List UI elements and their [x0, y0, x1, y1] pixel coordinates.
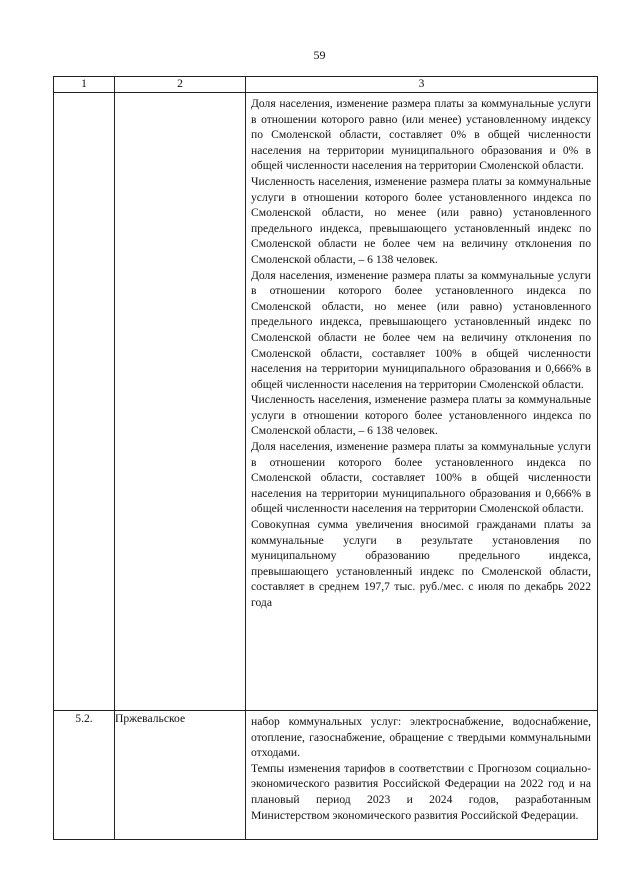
row-number-cell: 5.2.: [54, 711, 115, 840]
table-header-row: [54, 77, 598, 93]
municipality-name-cell: Пржевальское: [115, 711, 246, 840]
paragraph: Численность населения, изменение размера платы за коммунальные услуги в отношении которого более установленного индекса по Смоленской области, но менее (или равно) установленного предельного индекса, превышающего установленный индекс по Смоленской области не более чем на величину отклонения по Смоленской области, – 6 138 человек.: [251, 174, 591, 266]
table-row: [54, 711, 598, 840]
paragraph: набор коммунальных услуг: электроснабжение, водоснабжение, отопление, газоснабжение, обращение с твердыми коммунальными отходами.: [251, 715, 591, 760]
paragraph: Темпы изменения тарифов в соответствии с Прогнозом социально-экономического развития Российской Федерации на 2022 год и на плановый период 2023 и 2024 годов, разработанным Министерством экономического развития Российской Федерации.: [251, 761, 591, 822]
description-cell: [246, 711, 598, 840]
table-row: [54, 93, 598, 711]
column-header-1: 1: [54, 77, 115, 93]
paragraph: Численность населения, изменение размера платы за коммунальные услуги в отношении которого более установленного индекса по Смоленской области, – 6 138 человек.: [251, 393, 591, 438]
page-number: 59: [313, 48, 326, 62]
paragraph: Доля населения, изменение размера платы за коммунальные услуги в отношении которого равно (или менее) установленному индексу по Смоленской области, составляет 0% в общей численности населения на территории муниципального образования и 0% в общей численности населения на территории Смоленской области.: [251, 97, 591, 173]
description-cell: [246, 93, 598, 711]
paragraph: Доля населения, изменение размера платы за коммунальные услуги в отношении которого более установленного индекса по Смоленской области, составляет 100% в общей численности населения на территории муниципального образования и 0,666% в общей численности населения на территории Смоленской области.: [251, 440, 591, 516]
paragraph: Доля населения, изменение размера платы за коммунальные услуги в отношении которого более установленного индекса по Смоленской области, но менее (или равно) установленного предельного индекса, превышающего установленный индекс по Смоленской области не более чем на величину отклонения по Смоленской области, составляет 100% в общей численности населения на территории муниципального образования и 0,666% в общей численности населения на территории Смоленской области.: [251, 268, 591, 391]
document-table: [53, 76, 598, 840]
column-header-3: 3: [246, 77, 598, 93]
row-number-cell: [54, 93, 115, 711]
column-header-2: 2: [115, 77, 246, 93]
municipality-name-cell: [115, 93, 246, 711]
paragraph: Совокупная сумма увеличения вносимой гражданами платы за коммунальные услуги в результате установления по муниципальному образованию предельного индекса, превышающего установленный индекс по Смоленской области, составляет в среднем 197,7 тыс. руб./мес. с июля по декабрь 2022 года: [251, 518, 591, 609]
